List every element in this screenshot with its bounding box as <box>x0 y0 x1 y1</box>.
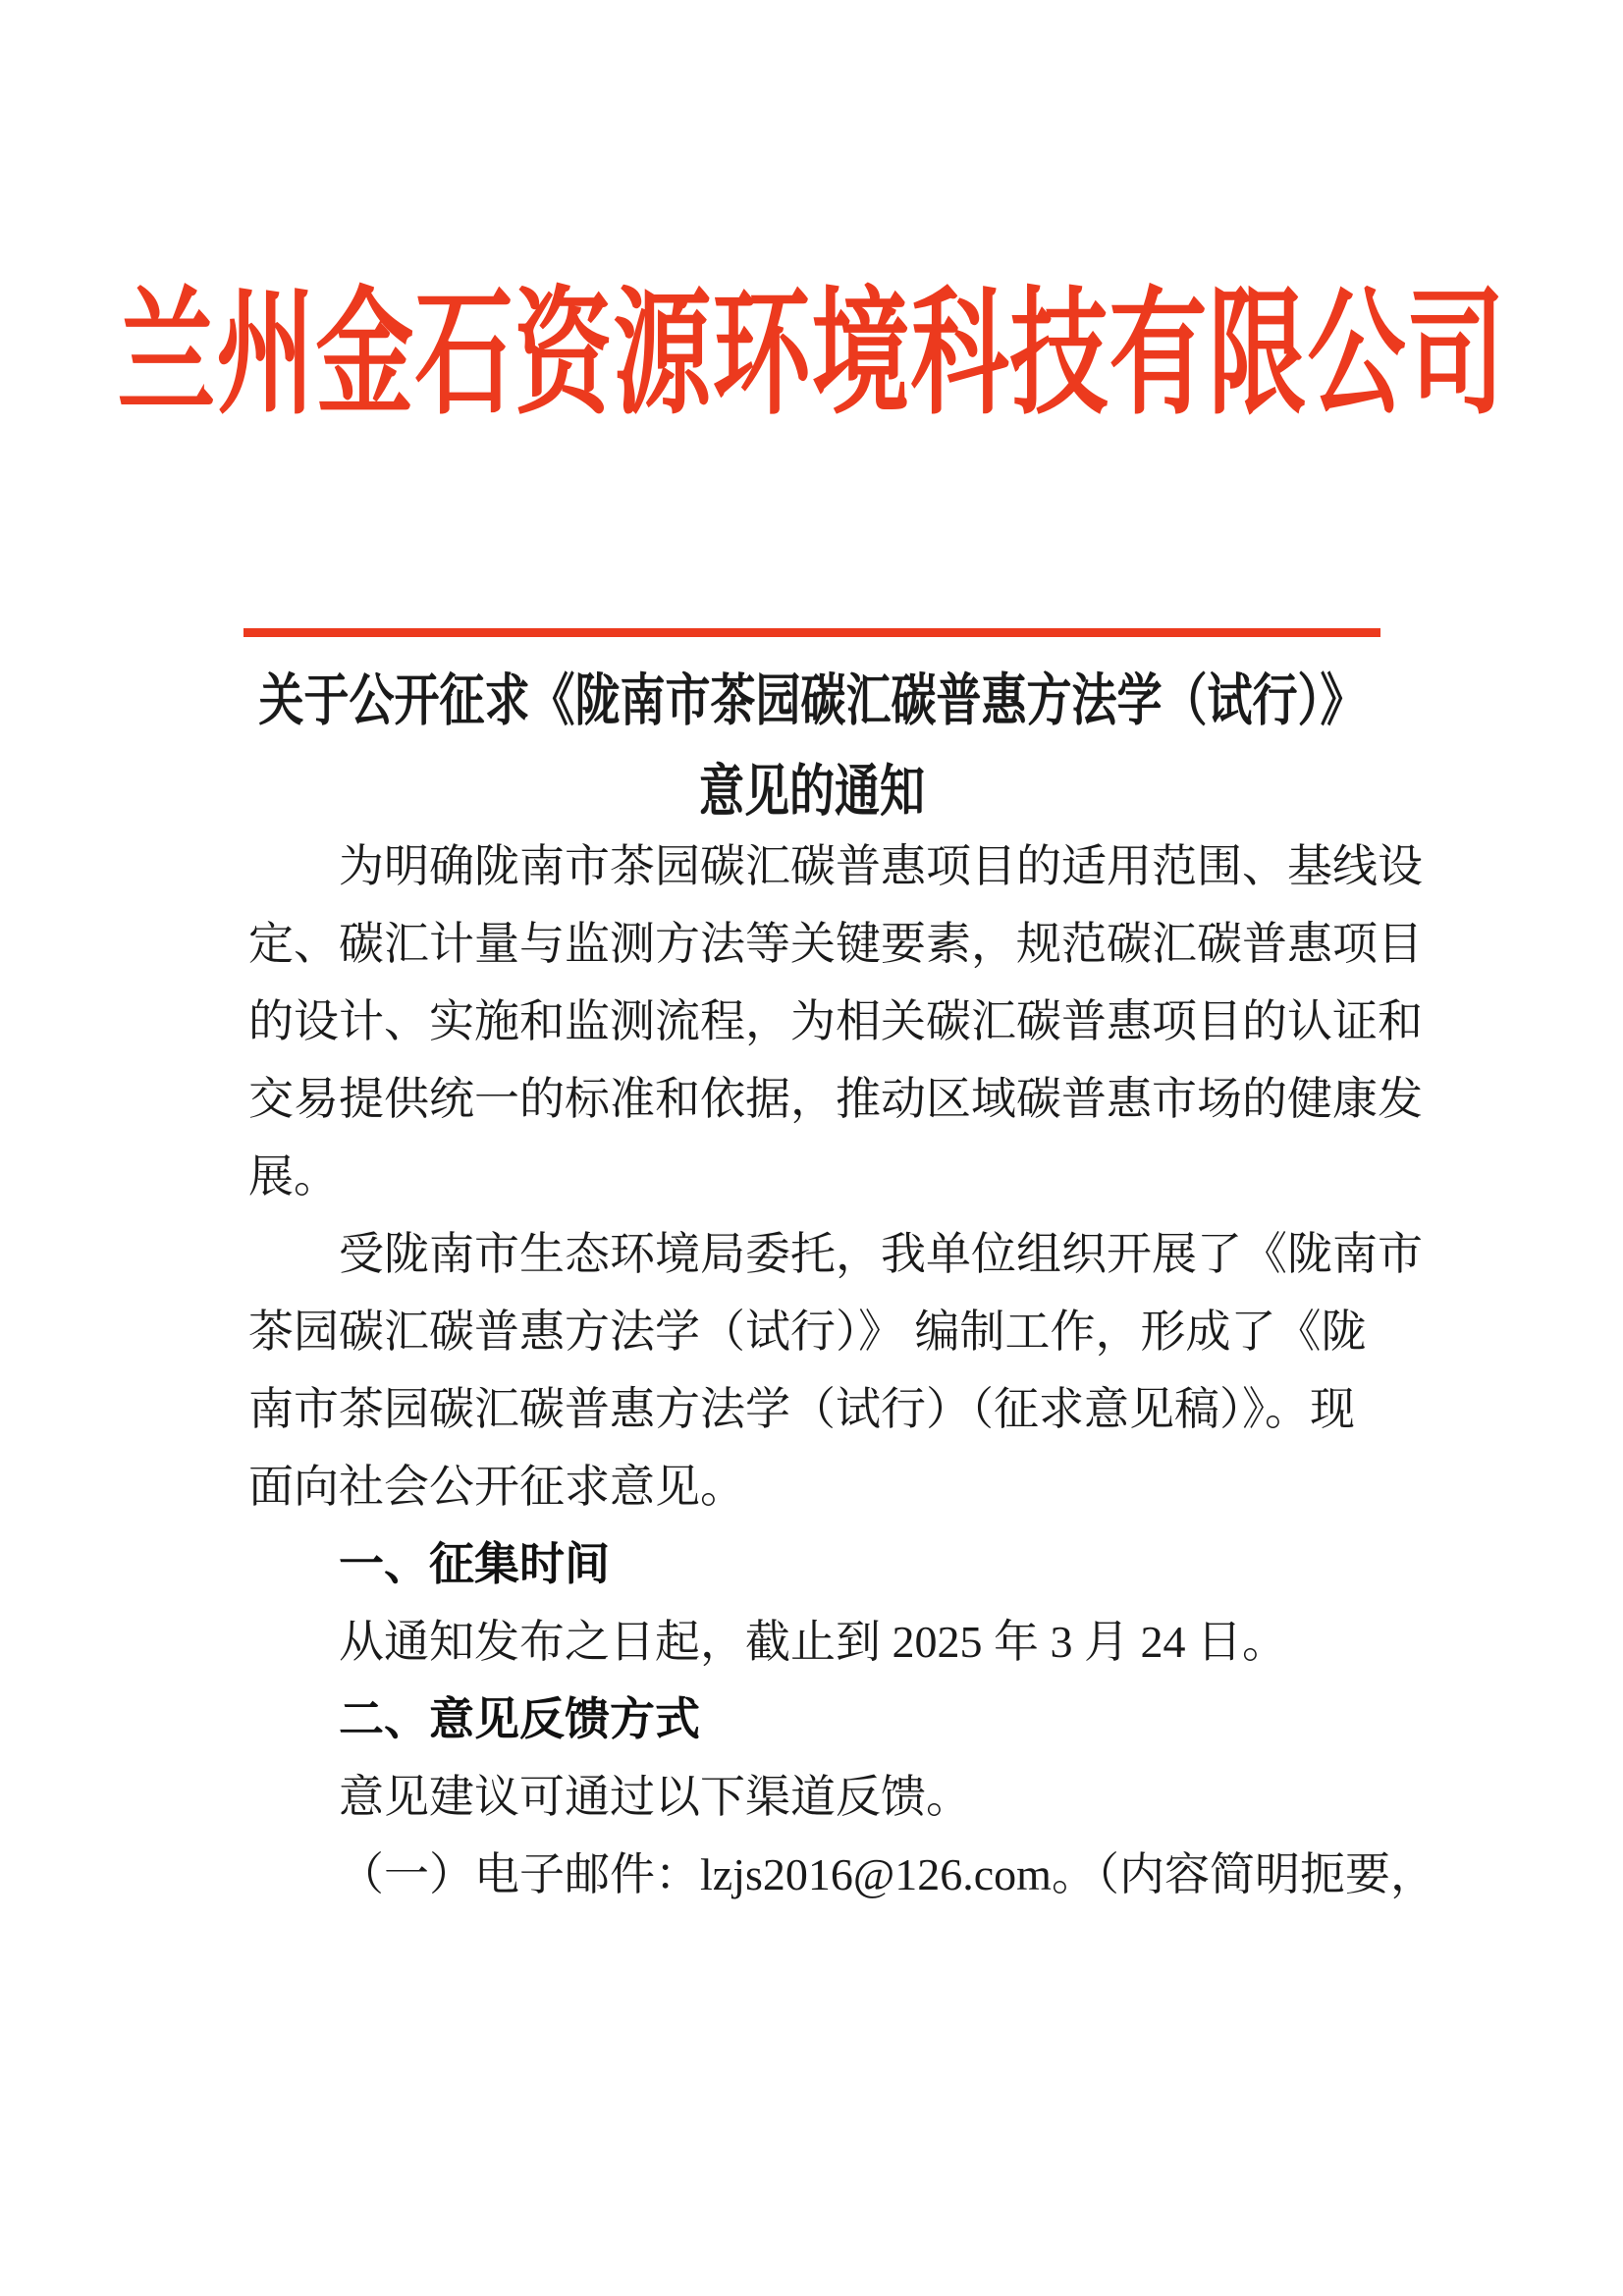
body-line: 受陇南市生态环境局委托，我单位组织开展了《陇南市 <box>339 1229 1423 1279</box>
body-line: 交易提供统一的标准和依据，推动区域碳普惠市场的健康发 <box>248 1074 1423 1124</box>
body-line: 展。 <box>248 1151 339 1201</box>
body-line: 茶园碳汇碳普惠方法学（试行）》 编制工作，形成了《陇 <box>248 1307 1367 1357</box>
section-heading: 一、征集时间 <box>339 1538 610 1589</box>
body-line: 南市茶园碳汇碳普惠方法学（试行）（征求意见稿）》。现 <box>248 1384 1355 1434</box>
red-divider-line <box>243 628 1380 637</box>
body-line: 面向社会公开征求意见。 <box>248 1462 745 1512</box>
notice-title <box>246 656 1378 837</box>
body-line: 为明确陇南市茶园碳汇碳普惠项目的适用范围、基线设 <box>339 841 1423 891</box>
section-heading: 二、意见反馈方式 <box>339 1693 700 1744</box>
body-line: 定、碳汇计量与监测方法等关键要素，规范碳汇碳普惠项目 <box>248 919 1423 969</box>
body-line: 的设计、实施和监测流程，为相关碳汇碳普惠项目的认证和 <box>248 996 1423 1046</box>
notice-title-line2: 意见的通知 <box>699 760 925 823</box>
body-line: 从通知发布之日起，截止到 2025 年 3 月 24 日。 <box>339 1617 1287 1667</box>
notice-body <box>248 828 1435 1913</box>
notice-title-line1: 关于公开征求《陇南市茶园碳汇碳普惠方法学（试行）》 <box>258 668 1366 732</box>
company-letterhead: 兰州金石资源环境科技有限公司 <box>117 278 1506 432</box>
body-line: （一）电子邮件：lzjs2016@126.com。（内容简明扼要， <box>339 1849 1435 1899</box>
body-line: 意见建议可通过以下渠道反馈。 <box>339 1772 971 1822</box>
